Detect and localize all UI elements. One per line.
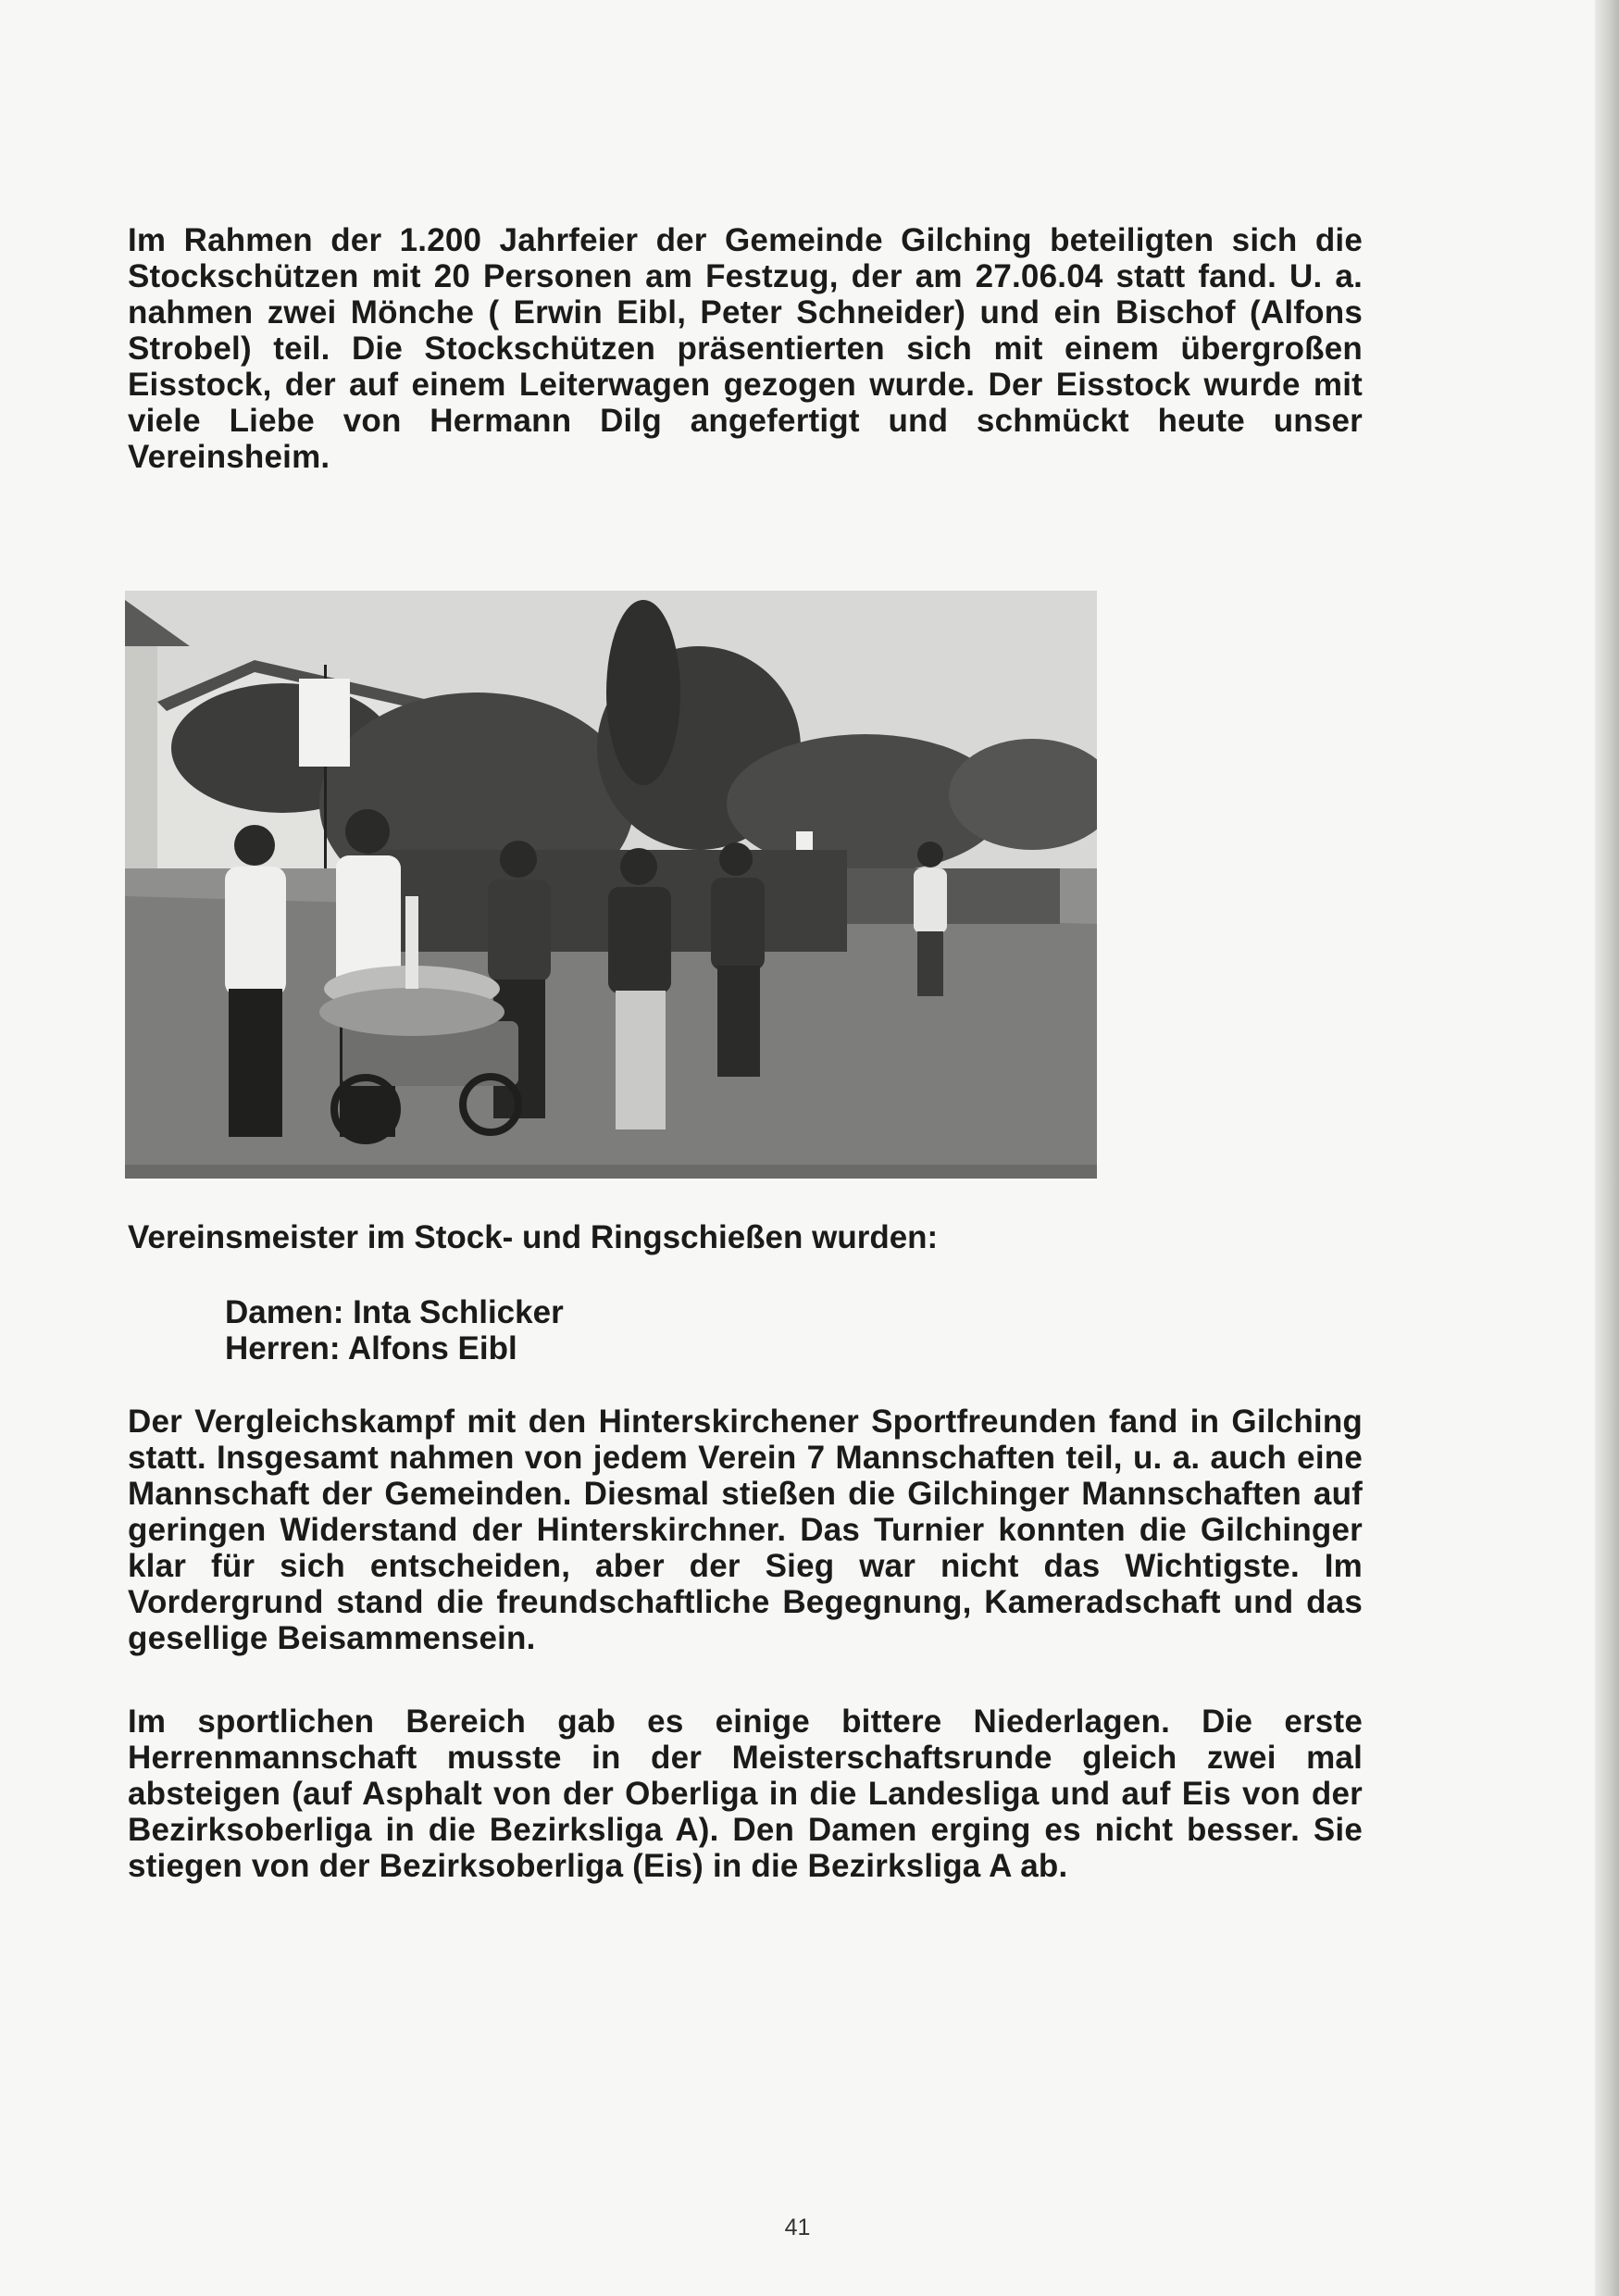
winner-herren: Herren: Alfons Eibl <box>225 1330 517 1366</box>
festzug-photo-drawing <box>125 591 1097 1179</box>
intro-paragraph <box>128 222 1363 475</box>
sport-text: Im sportlichen Bereich gab es einige bittere Niederlagen. Die erste Herrenmannschaft musste in der Meisterschaftsrunde gleich zwei mal absteigen (auf Asphalt von der Oberliga in die Landesliga und auf Eis von der Bezirksoberliga in die Bezirksliga A). Den Damen erging es nicht besser. Sie stiegen von der Bezirksoberliga (Eis) in die Bezirksliga A ab. <box>128 1703 1363 1884</box>
comparison-paragraph <box>128 1404 1363 1656</box>
sport-paragraph <box>128 1703 1363 1884</box>
winners-heading: Vereinsmeister im Stock- und Ringschießen wurden: <box>128 1219 939 1255</box>
comparison-text: Der Vergleichskampf mit den Hinterskirchener Sportfreunden fand in Gilching statt. Insgesamt nahmen von jedem Verein 7 Mannschaften teil, u. a. auch eine Mannschaft der Gemeinden. Diesmal stießen die Gilchinger Mannschaften auf geringen Widerstand der Hinterskirchner. Das Turnier konnten die Gilchinger klar für sich entscheiden, aber der Sieg war nicht das Wichtigste. Im Vordergrund stand die freundschaftliche Begegnung, Kameradschaft und das gesellige Beisammensein. <box>128 1404 1363 1656</box>
festzug-photo <box>125 591 1097 1179</box>
intro-text: Im Rahmen der 1.200 Jahrfeier der Gemeinde Gilching beteiligten sich die Stockschützen mit 20 Personen am Festzug, der am 27.06.04 statt fand. U. a. nahmen zwei Mönche ( Erwin Eibl, Peter Schneider) und ein Bischof (Alfons Strobel) teil. Die Stockschützen präsentierten sich mit einem übergroßen Eisstock, der auf einem Leiterwagen gezogen wurde. Der Eisstock wurde mit viele Liebe von Hermann Dilg angefertigt und schmückt heute unser Vereinsheim. <box>128 222 1363 475</box>
page-edge-shadow <box>1595 0 1619 2296</box>
page-number: 41 <box>784 2215 811 2240</box>
winner-damen: Damen: Inta Schlicker <box>225 1294 564 1330</box>
